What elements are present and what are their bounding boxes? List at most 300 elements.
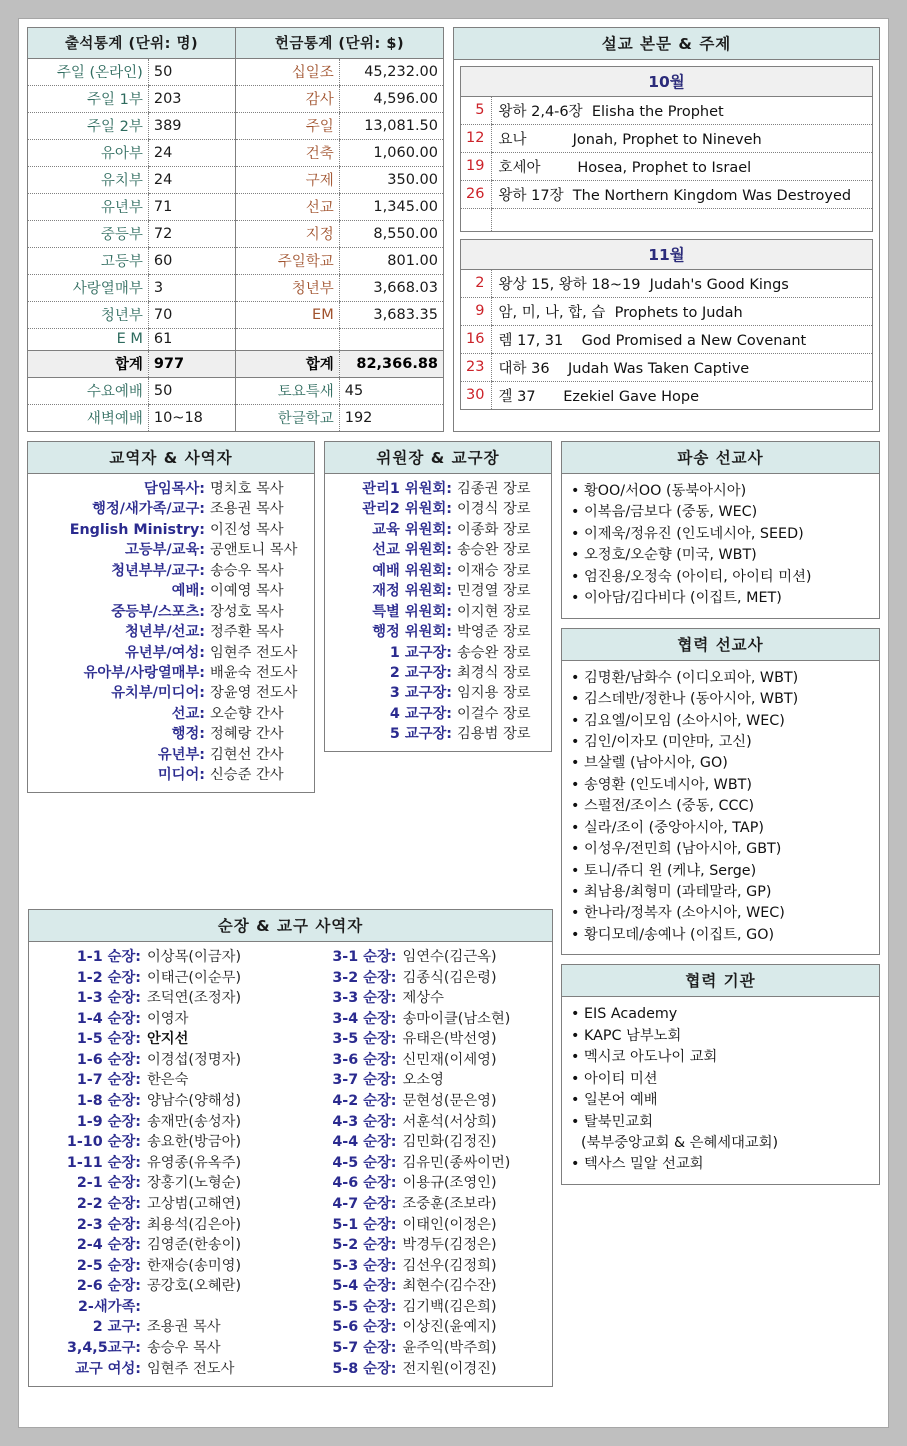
pastor-name: 송승우 목사 [210,562,284,579]
cellgroups-left-list [35,947,291,1379]
partner-missionaries-panel [561,628,880,956]
attendance-extra-value: 10~18 [148,405,235,432]
sermon-text: 렘 17, 31 God Promised a New Covenant [491,326,872,354]
stats-row [28,140,443,167]
cellgroup-role: 2-1 순장: [76,1175,141,1192]
pastor-name: 장성호 목사 [210,603,284,620]
cellgroup-item [35,1235,291,1256]
cellgroup-item [291,1359,547,1380]
list-item [36,745,306,765]
partner-org-item: • 텍사스 밀알 선교회 [571,1154,870,1175]
cellgroup-name: 조용권 목사 [147,1319,221,1336]
offering-value: 1,060.00 [339,140,443,167]
middle-column [324,441,552,752]
sermon-text: 왕하 2,4-6장 Elisha the Prophet [491,97,872,125]
cellgroup-role: 1-8 순장: [76,1093,141,1110]
attendance-extra-value: 50 [148,378,235,405]
cellgroup-item [35,1153,291,1174]
pastors-panel [27,441,315,793]
attendance-value: 60 [148,248,235,275]
cellgroup-role: 1-5 순장: [76,1031,141,1048]
cellgroup-item [35,1132,291,1153]
cellgroup-item [35,1297,291,1318]
partner-missionary-item: • 스펄전/조이스 (중동, CCC) [571,796,870,817]
cellgroup-name: 이태인(이정은) [402,1216,497,1233]
cellgroup-item [291,1050,547,1071]
committee-role: 특별 위원회: [372,603,452,620]
cellgroup-item [35,1173,291,1194]
attendance-label: 주일 2부 [28,113,148,140]
list-item [333,622,543,642]
cellgroup-name: 김선우(김정희) [402,1257,497,1274]
cellgroup-item [35,968,291,989]
pastor-name: 배윤숙 전도사 [210,664,298,681]
stats-row [28,194,443,221]
cellgroup-role: 4-5 순장: [332,1154,397,1171]
committee-name: 이지현 장로 [457,603,531,620]
cellgroup-item [291,1173,547,1194]
pastor-role: 중등부/스포츠: [111,603,205,620]
cellgroup-role: 3-7 순장: [332,1072,397,1089]
partner-missionary-item: • 송영환 (인도네시아, WBT) [571,775,870,796]
list-item [36,622,306,642]
attendance-value: 203 [148,86,235,113]
committees-list [325,474,551,751]
pastor-name: 장윤영 전도사 [210,685,298,702]
list-item [333,581,543,601]
cellgroup-role: 4-4 순장: [332,1134,397,1151]
attendance-label: 주일 1부 [28,86,148,113]
cellgroup-item [35,947,291,968]
list-item [36,683,306,703]
cellgroup-item [291,1091,547,1112]
committee-name: 이재승 장로 [457,562,531,579]
sermon-panel [453,27,880,432]
sermon-month-block [460,66,873,232]
cellgroup-name: 김기백(김은희) [402,1298,497,1315]
stats-row [28,167,443,194]
offering-total-value: 82,366.88 [339,351,443,378]
cellgroup-item [291,988,547,1009]
cellgroup-name: 이용규(조영인) [402,1175,497,1192]
partner-org-item: • 탈북민교회 [571,1112,870,1133]
cellgroup-role: 2-새가족: [77,1298,141,1315]
cellgroup-item [291,1194,547,1215]
pastor-name: 이진성 목사 [210,521,284,538]
pastors-list [28,474,314,792]
committee-name: 김용범 장로 [457,726,531,743]
cellgroup-role: 4-3 순장: [332,1113,397,1130]
list-item [36,704,306,724]
sent-missionary-item: • 이아담/김다비다 (이집트, MET) [571,588,870,609]
committee-role: 관리2 위원회: [362,501,452,518]
partner-missionary-item: • 실라/조이 (중앙아시아, TAP) [571,818,870,839]
pastor-role: 유년부/여성: [125,644,205,661]
pastor-name: 공앤토니 목사 [210,542,298,559]
stats-row [28,329,443,351]
cellgroup-name: 임연수(김근옥) [402,949,497,965]
sermon-table [461,270,872,409]
partner-missionary-item: • 한나라/정복자 (소아시아, WEC) [571,903,870,924]
cellgroup-name: 조중훈(조보라) [402,1195,497,1212]
cellgroup-role: 1-10 순장: [66,1134,141,1151]
partner-missionary-item: • 이성우/전민희 (남아시아, GBT) [571,839,870,860]
cellgroup-item [291,968,547,989]
list-item [333,561,543,581]
sermon-day: 19 [461,153,491,181]
cellgroup-role: 3-2 순장: [332,969,397,986]
sermon-text: 겔 37 Ezekiel Gave Hope [491,382,872,410]
cellgroup-role: 3-3 순장: [332,990,397,1007]
cellgroup-role: 1-9 순장: [76,1113,141,1130]
sermon-header: 설교 본문 & 주제 [454,28,879,60]
attendance-label: 유아부 [28,140,148,167]
cellgroup-role: 1-1 순장: [76,949,141,965]
cellgroup-role: 2-5 순장: [76,1257,141,1274]
stats-row [28,275,443,302]
pastor-name: 정혜랑 간사 [210,726,284,743]
cellgroups-right-list [291,947,547,1379]
partner-missionary-item: • 김스데반/정한나 (동아시아, WBT) [571,689,870,710]
sermon-row [461,354,872,382]
pastor-role: 고등부/교육: [125,542,205,559]
cellgroup-name: 이상진(윤예지) [402,1319,497,1336]
left-column [27,441,315,793]
sermon-row [461,125,872,153]
pastor-role: 행정/새가족/교구: [92,501,205,518]
attendance-label: 사랑열매부 [28,275,148,302]
stats-row [28,248,443,275]
committee-name: 송승완 장로 [457,644,531,661]
list-item [36,643,306,663]
cellgroup-name: 제상수 [402,990,444,1007]
sermon-text: 암, 미, 나, 합, 습 Prophets to Judah [491,298,872,326]
attendance-label: E M [28,329,148,351]
cellgroup-name: 김종식(김은령) [402,969,497,986]
attendance-value: 70 [148,302,235,329]
offering-total-label: 합계 [235,351,339,378]
cellgroup-role: 4-7 순장: [332,1195,397,1212]
sermon-month-title: 11월 [461,240,872,270]
cellgroup-item [291,1276,547,1297]
partner-missionaries-header: 협력 선교사 [562,629,879,661]
list-item [36,499,306,519]
pastor-name: 김현선 간사 [210,746,284,763]
cellgroup-role: 5-4 순장: [332,1278,397,1295]
pastor-name: 정주환 목사 [210,624,284,641]
attendance-value: 389 [148,113,235,140]
sermon-day: 16 [461,326,491,354]
sermon-day: 2 [461,270,491,298]
partner-missionary-item: • 황디모데/송예나 (이집트, GO) [571,925,870,946]
sermon-text: 왕하 17장 The Northern Kingdom Was Destroyed [491,181,872,209]
committee-role: 재정 위원회: [372,583,452,600]
sent-missionary-item: • 오정호/오순향 (미국, WBT) [571,545,870,566]
partner-missionary-item: • 김요엘/이모임 (소아시아, WEC) [571,711,870,732]
cellgroup-name: 오소영 [402,1072,444,1089]
committees-header: 위원장 & 교구장 [325,442,551,474]
cellgroup-name: 서훈석(서상희) [402,1113,497,1130]
offering-extra-value: 45 [339,378,443,405]
statistics-table [28,28,443,431]
stats-row [28,221,443,248]
committee-role: 5 교구장: [389,726,452,743]
list-item [333,520,543,540]
stats-row [28,59,443,86]
list-item [333,602,543,622]
stats-row [28,86,443,113]
partner-missionary-item: • 김명환/남화수 (이디오피아, WBT) [571,668,870,689]
partner-org-item: • KAPC 남부노회 [571,1026,870,1047]
committee-name: 박영준 장로 [457,624,531,641]
cellgroup-name: 임현주 전도사 [147,1360,235,1377]
offering-label: 구제 [235,167,339,194]
cellgroup-name: 이경섭(정명자) [147,1051,242,1068]
offering-value: 45,232.00 [339,59,443,86]
committee-role: 4 교구장: [389,705,452,722]
sermon-day [461,209,491,232]
offering-label: 주일 [235,113,339,140]
sermon-day: 30 [466,387,485,403]
offering-value: 1,345.00 [339,194,443,221]
cellgroup-name: 안지선 [147,1031,189,1048]
attendance-value: 71 [148,194,235,221]
cellgroup-name: 문현성(문은영) [402,1093,497,1110]
committee-name: 이경식 장로 [457,501,531,518]
stats-row [28,302,443,329]
cellgroup-name: 전지원(이경진) [402,1360,497,1377]
offering-value [339,329,443,351]
sermon-row [461,209,872,232]
cellgroup-role: 3-6 순장: [332,1051,397,1068]
cellgroup-item [291,1297,547,1318]
cellgroup-role: 2 교구: [92,1319,141,1336]
sermon-text: 호세아 Hosea, Prophet to Israel [491,153,872,181]
sermon-row [461,382,872,410]
attendance-value: 72 [148,221,235,248]
cellgroup-role: 5-7 순장: [332,1339,397,1356]
cellgroup-role: 4-2 순장: [332,1093,397,1110]
bulletin-page [18,18,889,1428]
sermon-month-block [460,239,873,410]
cellgroup-role: 1-11 순장: [66,1154,141,1171]
cellgroup-item [35,988,291,1009]
sent-missionary-item: • 이제욱/정유진 (인도네시아, SEED) [571,524,870,545]
pastor-role: 청년부/선교: [125,624,205,641]
cellgroup-item [35,1070,291,1091]
cellgroup-role: 1-2 순장: [76,969,141,986]
partner-orgs-list [562,997,879,1184]
cellgroup-name: 김민화(김정진) [402,1134,497,1151]
cellgroup-name: 김영준(한송이) [147,1237,242,1254]
attendance-label: 중등부 [28,221,148,248]
list-item [36,520,306,540]
cellgroup-item [35,1091,291,1112]
pastor-name: 오순향 간사 [210,705,284,722]
top-row [27,27,880,432]
cellgroup-role: 2-3 순장: [76,1216,141,1233]
sent-missionary-item: • 이복음/금보다 (중동, WEC) [571,502,870,523]
cellgroup-name: 이태근(이순무) [147,969,242,986]
attendance-total-value: 977 [148,351,235,378]
attendance-total-label: 합계 [28,351,148,378]
attendance-label: 유년부 [28,194,148,221]
sermon-text: 요나 Jonah, Prophet to Nineveh [491,125,872,153]
cellgroup-item [291,1112,547,1133]
offering-label: 지정 [235,221,339,248]
cellgroup-name: 송재만(송성자) [147,1113,242,1130]
cellgroup-name: 한재승(송미영) [147,1257,242,1274]
list-item [333,643,543,663]
partner-org-item: (북부중앙교회 & 은혜세대교회) [581,1134,779,1151]
cellgroup-name: 최용석(김은아) [147,1216,242,1233]
offering-label: EM [235,302,339,329]
cellgroup-role: 1-4 순장: [76,1010,141,1027]
offering-label: 선교 [235,194,339,221]
attendance-label: 주일 (온라인) [28,59,148,86]
cellgroup-name: 최현수(김수잔) [402,1278,497,1295]
stats-header-row [28,28,443,59]
cellgroup-role: 5-5 순장: [332,1298,397,1315]
list-item [36,581,306,601]
committee-name: 최경식 장로 [457,664,531,681]
sermon-month-title: 10월 [461,67,872,97]
committee-role: 행정 위원회: [372,624,452,641]
cellgroup-item [291,1070,547,1091]
cellgroup-role: 5-2 순장: [332,1237,397,1254]
cellgroup-item [35,1029,291,1050]
offering-extra-label: 토요특새 [235,378,339,405]
statistics-panel [27,27,444,432]
cellgroup-item [291,1256,547,1277]
pastor-name: 명치호 목사 [210,481,284,497]
offering-header: 헌금통계 (단위: $) [235,28,443,59]
cellgroup-item [35,1112,291,1133]
partner-org-item: • 멕시코 아도나이 교회 [571,1047,870,1068]
sermon-row [461,326,872,354]
cellgroup-role: 3,4,5교구: [66,1339,141,1356]
offering-label [235,329,339,351]
committee-role: 3 교구장: [389,685,452,702]
list-item [333,479,543,499]
sermon-day: 9 [461,298,491,326]
cellgroup-name: 조덕연(조정자) [147,990,242,1007]
cellgroup-role: 2-4 순장: [76,1237,141,1254]
offering-value: 350.00 [339,167,443,194]
cellgroup-name: 이상목(이금자) [147,949,242,965]
committee-role: 예배 위원회: [372,562,452,579]
cellgroup-name: 이영자 [147,1010,189,1027]
sermon-row [461,153,872,181]
stats-total-row [28,351,443,378]
cellgroup-item [291,1153,547,1174]
sermon-row [461,270,872,298]
pastor-name: 조용권 목사 [210,501,284,518]
partner-orgs-header: 협력 기관 [562,965,879,997]
partner-orgs-panel [561,964,880,1185]
committee-name: 임지용 장로 [457,685,531,702]
cellgroup-role: 5-3 순장: [332,1257,397,1274]
cellgroup-item [35,1194,291,1215]
pastor-role: 미디어: [157,767,205,784]
offering-value: 4,596.00 [339,86,443,113]
cellgroup-name: 공강호(오혜란) [147,1278,242,1295]
sermon-day: 23 [461,354,491,382]
sent-missionary-item: • 엄진용/오정숙 (아이티, 아이티 미션) [571,567,870,588]
pastor-role: 유아부/사랑열매부: [83,664,205,681]
cellgroup-name: 김유민(종싸이먼) [402,1154,511,1171]
list-item [36,765,306,785]
attendance-value: 3 [148,275,235,302]
cellgroup-name: 유태은(박선영) [402,1031,497,1048]
offering-extra-value: 192 [339,405,443,432]
pastor-role: 선교: [171,705,205,722]
cellgroup-role: 5-6 순장: [332,1319,397,1336]
cellgroup-name: 고상범(고해연) [147,1195,242,1212]
partner-missionary-item: • 김인/이자모 (미얀마, 고신) [571,732,870,753]
cellgroup-item [291,1029,547,1050]
cellgroup-role: 5-1 순장: [332,1216,397,1233]
cellgroup-role: 1-6 순장: [76,1051,141,1068]
cellgroups-header: 순장 & 교구 사역자 [29,910,552,942]
stats-extra-row [28,378,443,405]
sent-missionary-item: • 황OO/서OO (동북아시아) [571,481,870,502]
cellgroup-item [291,1338,547,1359]
cellgroup-name: 양남수(양해성) [147,1093,242,1110]
cellgroup-item [291,1317,547,1338]
partner-missionary-item: • 토니/쥬디 윈 (케냐, Serge) [571,861,870,882]
pastor-role: 예배: [171,583,205,600]
right-column [561,441,880,1185]
stats-extra-row [28,405,443,432]
cellgroup-role: 2-2 순장: [76,1195,141,1212]
cellgroup-item [35,1256,291,1277]
offering-label: 감사 [235,86,339,113]
pastor-name: 신승준 간사 [210,767,284,784]
cellgroup-item [35,1009,291,1030]
sermon-text: 왕상 15, 왕하 18~19 Judah's Good Kings [491,270,872,298]
committees-panel [324,441,552,752]
offering-value: 3,683.35 [339,302,443,329]
committee-name: 김종권 장로 [457,481,531,497]
partner-missionary-item: • 브살렐 (남아시아, GO) [571,753,870,774]
sermon-day: 5 [461,97,491,125]
partner-missionaries-list [562,661,879,955]
attendance-extra-label: 수요예배 [28,378,148,405]
cellgroup-item [291,1215,547,1236]
attendance-header: 출석통계 (단위: 명) [28,28,235,59]
cellgroup-role: 1-3 순장: [76,990,141,1007]
cellgroup-name: 박경두(김정은) [402,1237,497,1254]
attendance-extra-label: 새벽예배 [86,411,143,427]
attendance-label: 고등부 [28,248,148,275]
cellgroup-item [35,1276,291,1297]
committee-role: 관리1 위원회: [362,481,452,497]
cellgroups-columns [29,942,552,1386]
pastors-header: 교역자 & 사역자 [28,442,314,474]
sent-missionaries-header: 파송 선교사 [562,442,879,474]
list-item [36,479,306,499]
offering-label: 십일조 [235,59,339,86]
pastor-role: English Ministry: [69,521,205,538]
attendance-value: 61 [148,329,235,351]
list-item [36,663,306,683]
offering-label: 건축 [235,140,339,167]
offering-label: 청년부 [235,275,339,302]
pastor-name: 이예영 목사 [210,583,284,600]
cellgroup-role: 3-1 순장: [332,949,397,965]
cellgroup-role: 3-5 순장: [332,1031,397,1048]
